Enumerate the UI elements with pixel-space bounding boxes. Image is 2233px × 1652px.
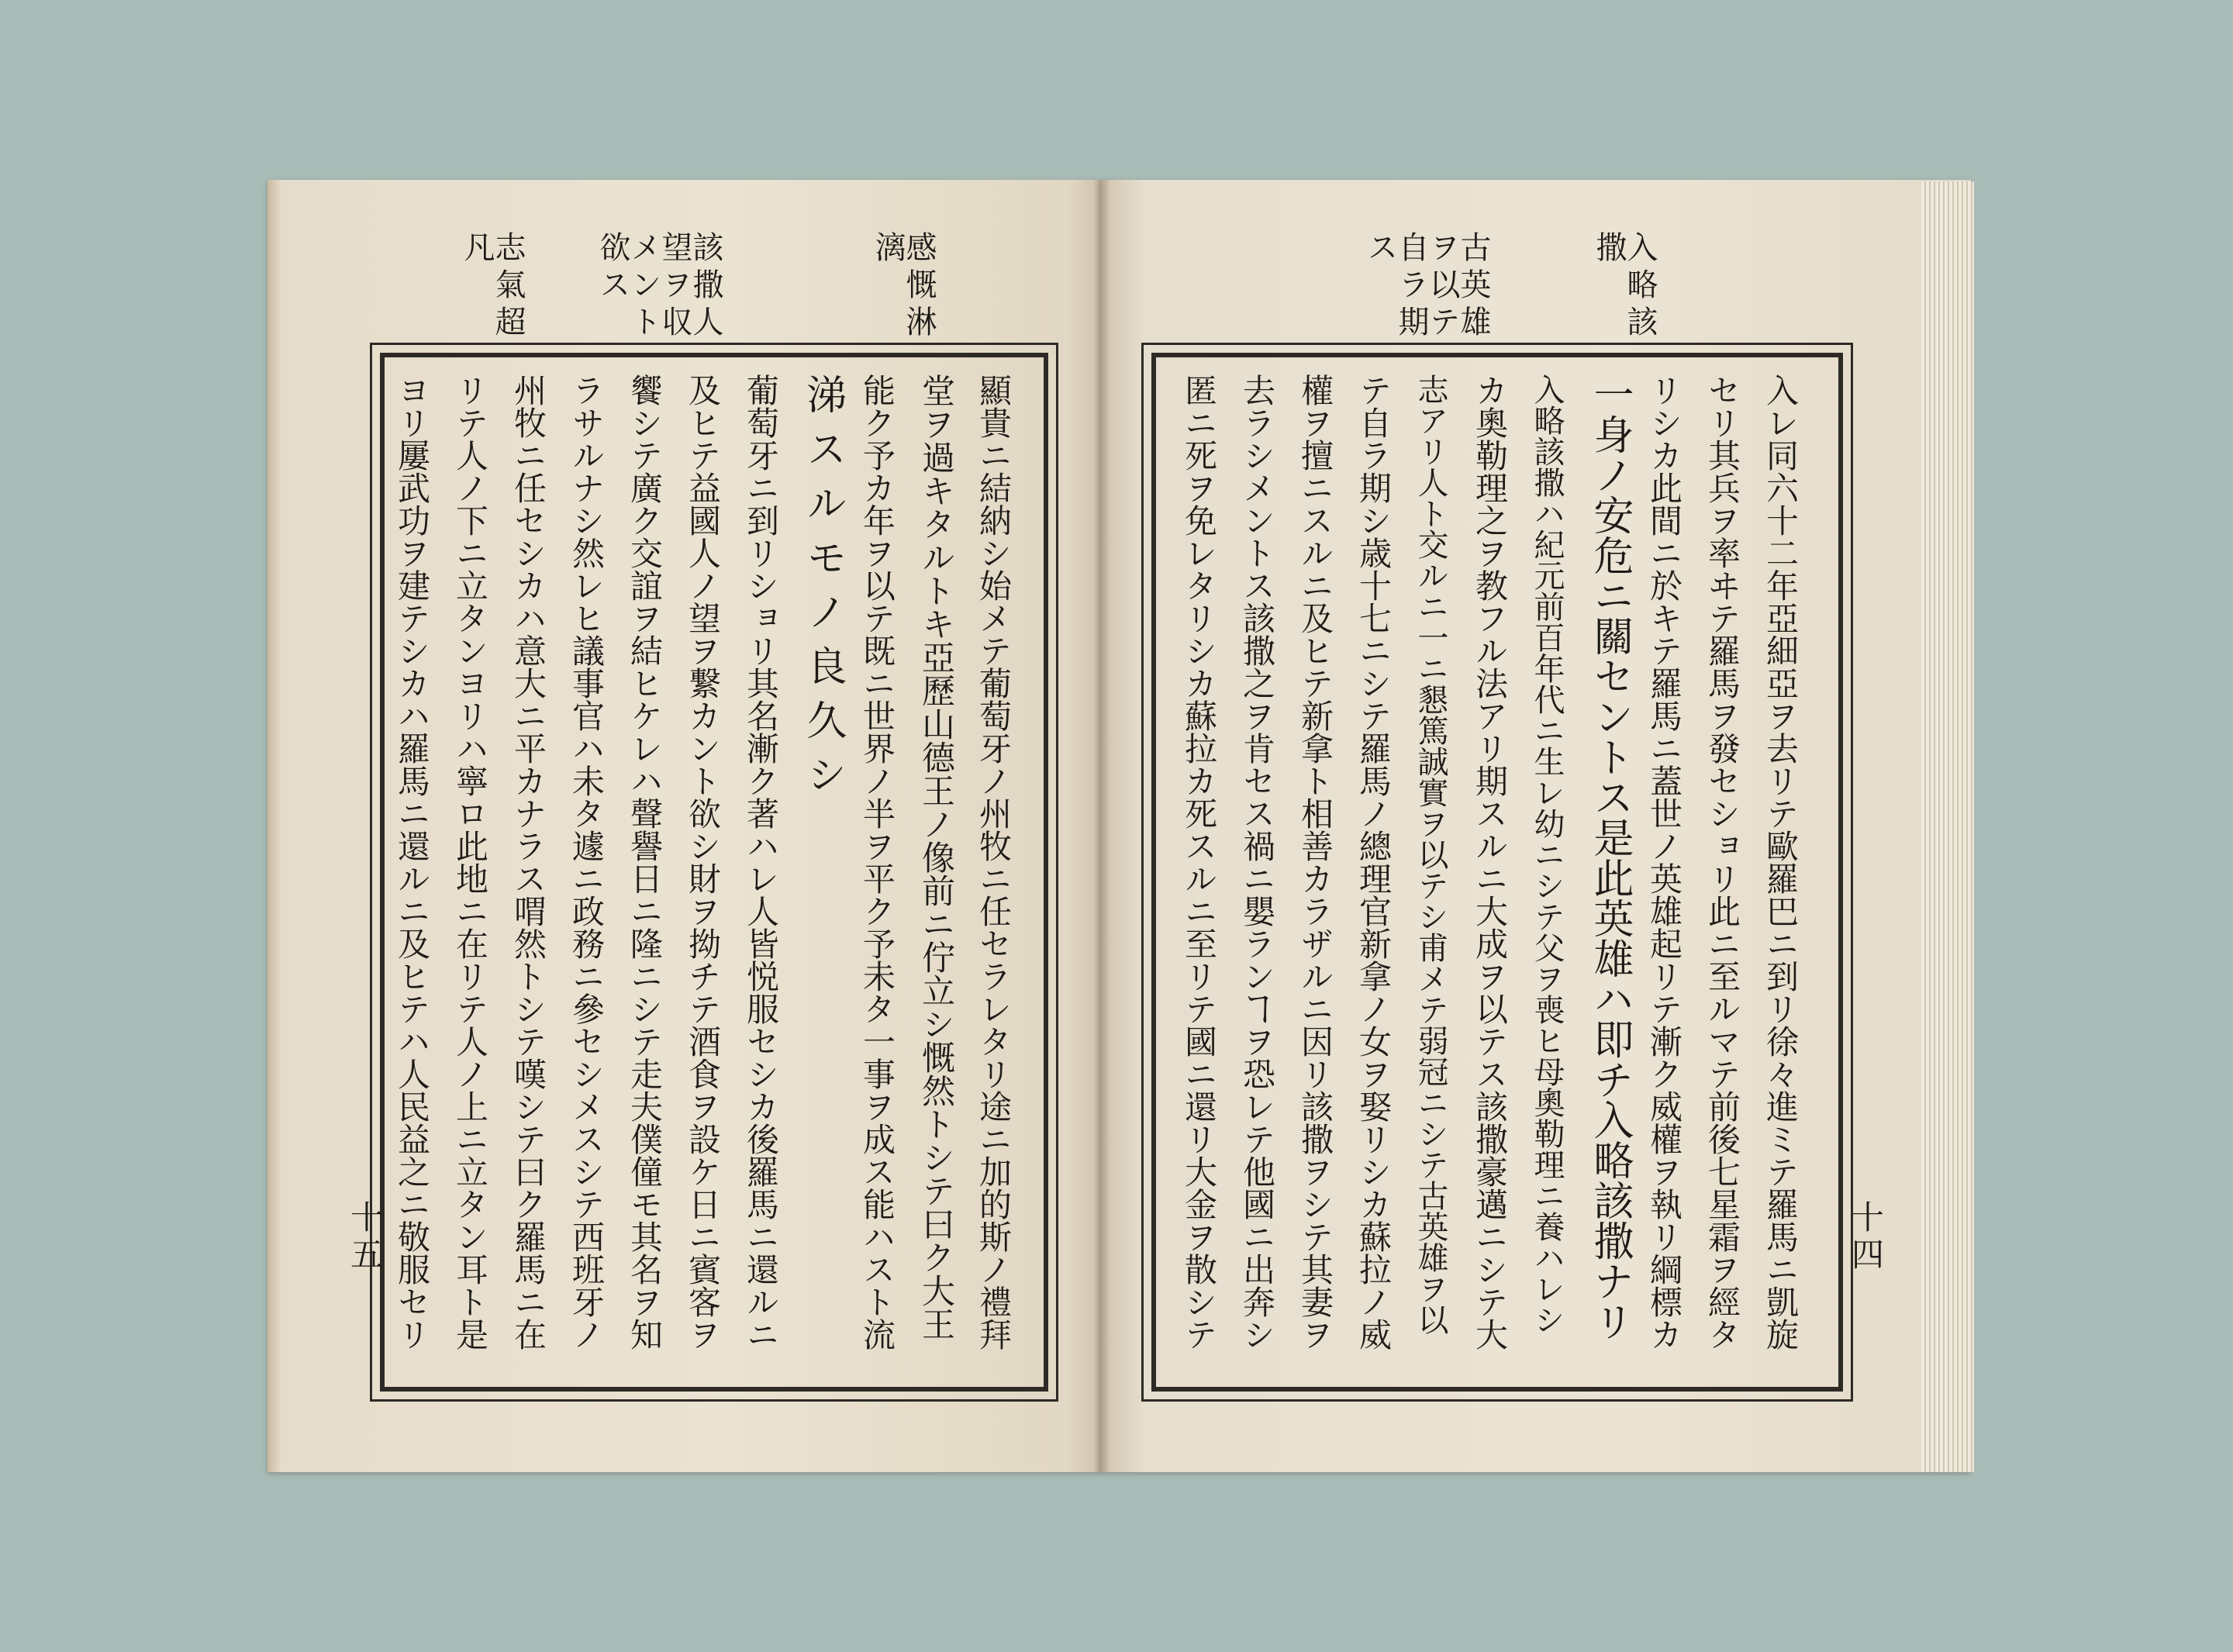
right-margin-note-1: 入略該撒: [1591, 231, 1658, 343]
left-line-7: 饗シテ廣ク交誼ヲ結ヒケレハ聲譽日ニ隆ニシテ走夫僕僮モ其名ヲ知: [626, 374, 664, 1350]
left-line-11: ヨリ屢武功ヲ建テシカハ羅馬ニ還ルニ及ヒテハ人民益之ニ敬服セリ: [393, 374, 431, 1350]
left-line-8: ラサルナシ然レヒ議事官ハ未タ遽ニ政務ニ參セシメスシテ西班牙ノ: [568, 374, 606, 1350]
left-line-10: リテ人ノ下ニ立タンヨリハ寧ロ此地ニ在リテ人ノ上ニ立タン耳ト是: [451, 374, 489, 1350]
left-margin-note-3: 志氣超凡: [459, 231, 526, 343]
left-line-4: 涕スルモノ良久シ: [799, 374, 846, 808]
left-line-3: 能ク予カ年ヲ以テ既ニ世界ノ半ヲ平ク予未タ一事ヲ成ス能ハスト流: [858, 374, 896, 1350]
right-line-1: 入レ同六十二年亞細亞ヲ去リテ歐羅巴ニ到リ徐々進ミテ羅馬ニ凱旋: [1762, 374, 1800, 1350]
left-line-2: 堂ヲ過キタルトキ亞歷山德王ノ像前ニ佇立シ慨然トシテ曰ク大王: [916, 374, 955, 1340]
right-page-number: 十四: [1847, 1200, 1885, 1274]
right-line-8: テ自ラ期シ歳十七ニシテ羅馬ノ總理官新拿ノ女ヲ娶リシカ蘇拉ノ威: [1355, 374, 1393, 1350]
right-margin-note-2: 古英雄ヲ以テ自ラ期ス: [1362, 231, 1491, 343]
left-line-6: 及ヒテ益國人ノ望ヲ繋カント欲シ財ヲ拗チテ酒食ヲ設ケ日ニ賓客ヲ: [684, 374, 722, 1350]
page-edges: [1921, 181, 1974, 1472]
right-line-3: リシカ此間ニ於キテ羅馬ニ蓋世ノ英雄起リテ漸ク威權ヲ執リ綱標カ: [1645, 374, 1683, 1350]
right-line-9: 權ヲ擅ニスルニ及ヒテ新拿ト相善カラザルニ因リ該撒ヲシテ其妻ヲ: [1296, 374, 1334, 1350]
left-margin-note-1: 感慨淋漓: [870, 231, 937, 343]
right-line-2: セリ其兵ヲ率ヰテ羅馬ヲ發セショリ此ニ至ルマテ前後七星霜ヲ經タ: [1703, 374, 1741, 1350]
right-line-11: 匿ニ死ヲ免レタリシカ蘇拉カ死スルニ至リテ國ニ還リ大金ヲ散シテ: [1180, 374, 1218, 1350]
right-line-5: 入略該撒ハ紀元前百年代ニ生レ幼ニシテ父ヲ喪ヒ母奧勒理ニ養ハレシ: [1529, 374, 1565, 1335]
left-line-9: 州牧ニ任セシカハ意大ニ平カナラス喟然トシテ嘆シテ曰ク羅馬ニ在: [509, 374, 547, 1350]
left-line-1: 顯貴ニ結納シ始メテ葡萄牙ノ州牧ニ任セラレタリ途ニ加的斯ノ禮拜: [975, 374, 1013, 1350]
right-line-6: カ奧勒理之ヲ教フル法アリ期スルニ大成ヲ以テス該撒豪邁ニシテ大: [1471, 374, 1509, 1350]
left-margin-note-2: 該撒人望ヲ収メント欲ス: [595, 231, 723, 343]
left-page-number: 十五: [346, 1200, 384, 1274]
right-line-10: 去ラシメントス該撒之ヲ肯セス禍ニ嬰ランヿヲ恐レテ他國ニ出奔シ: [1238, 374, 1276, 1350]
left-line-5: 葡萄牙ニ到リショリ其名漸ク著ハレ人皆悦服セシカ後羅馬ニ還ルニ: [742, 374, 780, 1350]
right-line-4: 一身ノ安危ニ關セントス是此英雄ハ即チ入略該撒ナリ: [1586, 374, 1633, 1341]
right-line-7: 志アリ人ト交ルニ一ニ懇篤誠實ヲ以テシ甫メテ弱冠ニシテ古英雄ヲ以: [1413, 374, 1448, 1335]
book-gutter: [1093, 180, 1110, 1472]
